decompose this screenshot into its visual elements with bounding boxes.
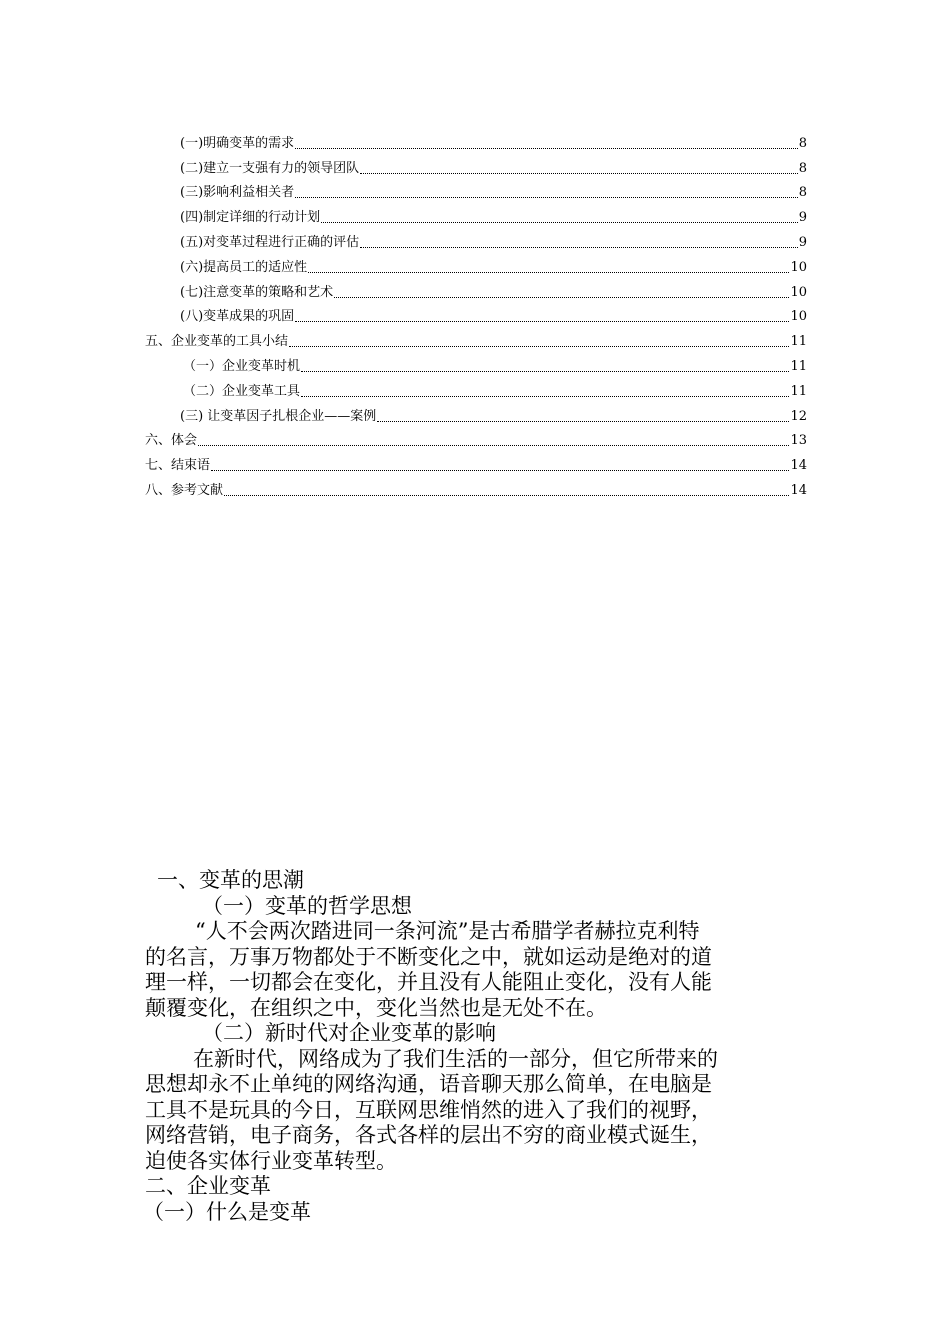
toc-entry[interactable]	[145, 201, 807, 226]
toc-dot-leader	[301, 395, 789, 397]
paragraph-1-line-1: “人不会两次踏进同一条河流”是古希腊学者赫拉克利特	[195, 919, 700, 943]
toc-entry-page-number: 8	[798, 135, 807, 151]
paragraph-2-line-5: 迫使各实体行业变革转型。	[145, 1148, 397, 1173]
toc-dot-leader	[211, 469, 789, 471]
paragraph-2-line-2: 思想却永不止单纯的网络沟通，语音聊天那么简单，在电脑是	[145, 1072, 712, 1096]
toc-entry-label: （二）企业变革工具	[183, 383, 301, 399]
toc-entry[interactable]	[145, 400, 807, 425]
toc-entry-page-number: 11	[790, 334, 807, 350]
toc-entry-label: 六、体会	[145, 433, 198, 449]
toc-entry[interactable]	[145, 449, 807, 474]
toc-dot-leader	[321, 221, 798, 223]
toc-entry-label: (一)明确变革的需求	[180, 135, 295, 151]
paragraph-2-line-4: 网络营销，电子商务，各式各样的层出不穷的商业模式诞生，	[145, 1123, 712, 1147]
subsection-heading-1-2: （二）新时代对企业变革的影响	[202, 1021, 496, 1045]
toc-dot-leader	[360, 246, 798, 248]
toc-entry-label: (三) 让变革因子扎根企业——案例	[180, 408, 377, 424]
toc-entry-page-number: 10	[790, 309, 807, 325]
toc-entry[interactable]	[145, 276, 807, 301]
toc-entry-label: (八)变革成果的巩固	[180, 309, 295, 325]
toc-entry-page-number: 9	[798, 234, 807, 250]
paragraph-1-line-2: 的名言，万事万物都处于不断变化之中，就如运动是绝对的道	[145, 944, 712, 969]
toc-entry-label: (七)注意变革的策略和艺术	[180, 284, 334, 300]
toc-entry-page-number: 8	[798, 160, 807, 176]
toc-entry-page-number: 11	[790, 358, 807, 374]
toc-entry-page-number: 14	[790, 458, 807, 474]
toc-entry-page-number: 10	[790, 284, 807, 300]
paragraph-1-line-3: 理一样，一切都会在变化，并且没有人能阻止变化，没有人能	[145, 970, 712, 994]
paragraph-2-line-3: 工具不是玩具的今日，互联网思维悄然的进入了我们的视野，	[145, 1097, 712, 1122]
toc-entry[interactable]	[145, 375, 807, 400]
toc-dot-leader	[295, 320, 789, 322]
toc-entry-label: 五、企业变革的工具小结	[145, 334, 289, 350]
toc-entry[interactable]	[145, 251, 807, 276]
subsection-heading-2-1: （一）什么是变革	[143, 1199, 311, 1224]
toc-entry-label: (三)影响利益相关者	[180, 185, 295, 201]
toc-entry-label: 八、参考文献	[145, 482, 224, 498]
toc-dot-leader	[334, 296, 789, 298]
paragraph-2-line-1: 在新时代，网络成为了我们生活的一部分，但它所带来的	[193, 1046, 718, 1071]
paragraph-1-line-4: 颠覆变化，在组织之中，变化当然也是无处不在。	[145, 995, 607, 1020]
toc-entry-label: （一）企业变革时机	[183, 358, 301, 374]
toc-entry[interactable]	[145, 152, 807, 177]
toc-entry-label: (二)建立一支强有力的领导团队	[180, 160, 360, 176]
table-of-contents	[145, 127, 807, 499]
toc-entry[interactable]	[145, 127, 807, 152]
toc-dot-leader	[198, 444, 789, 446]
toc-dot-leader	[308, 271, 789, 273]
toc-dot-leader	[377, 420, 789, 422]
toc-dot-leader	[289, 345, 789, 347]
toc-entry-page-number: 10	[790, 259, 807, 275]
toc-dot-leader	[224, 494, 789, 496]
section-heading-2: 二、企业变革	[145, 1174, 271, 1198]
toc-entry-label: (四)制定详细的行动计划	[180, 210, 321, 226]
document-body	[145, 868, 807, 1225]
toc-dot-leader	[301, 370, 789, 372]
toc-entry-page-number: 9	[798, 210, 807, 226]
toc-entry[interactable]	[145, 325, 807, 350]
toc-entry[interactable]	[145, 474, 807, 499]
toc-entry-page-number: 12	[790, 408, 807, 424]
toc-entry-page-number: 14	[790, 482, 807, 498]
toc-entry-label: (五)对变革过程进行正确的评估	[180, 234, 360, 250]
subsection-heading-1-1: （一）变革的哲学思想	[202, 893, 412, 918]
toc-entry[interactable]	[145, 177, 807, 202]
toc-dot-leader	[295, 147, 798, 149]
toc-dot-leader	[360, 172, 798, 174]
toc-entry[interactable]	[145, 226, 807, 251]
toc-entry[interactable]	[145, 301, 807, 326]
toc-entry-label: 七、结束语	[145, 458, 211, 474]
section-heading-1: 一、变革的思潮	[157, 868, 304, 892]
toc-entry-label: (六)提高员工的适应性	[180, 259, 308, 275]
toc-entry-page-number: 13	[790, 433, 807, 449]
toc-entry[interactable]	[145, 350, 807, 375]
toc-entry-page-number: 8	[798, 185, 807, 201]
toc-entry-page-number: 11	[790, 383, 807, 399]
toc-dot-leader	[295, 196, 798, 198]
toc-entry[interactable]	[145, 425, 807, 450]
